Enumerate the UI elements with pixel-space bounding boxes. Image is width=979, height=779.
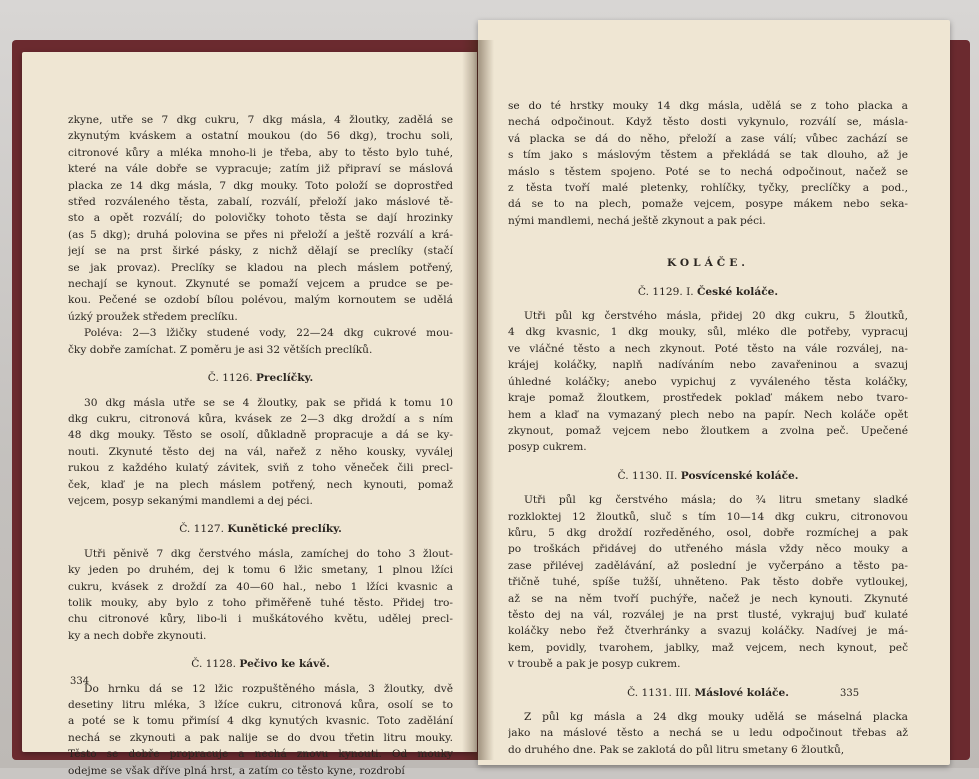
text-line: Těsto se dobře propracuje a nechá znovu kynouti. Od mouky [68, 748, 453, 761]
right-page-text [508, 98, 908, 758]
text-line: zase přilévej zadělávání, až poslední je vyčerpáno a těsto pa- [508, 559, 908, 572]
text-line: (as 5 dkg); druhá polovina se přes ni přeloží a ještě rozválí a krá- [68, 228, 453, 241]
left-paragraph-2 [68, 325, 453, 358]
right-paragraph-1 [508, 98, 908, 229]
text-line: až se na něm tvoří puchýře, načež je nech kynouti. Zkynuté [508, 592, 908, 605]
text-line: hem a klaď na vymazaný plech nebo na papír. Nech koláče opět [508, 408, 908, 421]
text-line: 30 dkg másla utře se se 4 žloutky, pak se přidá k tomu 10 [84, 396, 453, 409]
text-line: máslo s těstem spojeno. Poté se to nechá odpočinout, načež se [508, 165, 908, 178]
text-line: rozkloktej 12 žloutků, sluč s tím 10—14 dkg cukru, citronovou [508, 510, 908, 523]
recipe-number: Č. 1127. [179, 523, 224, 536]
text-line: těsto dej na vál, rozválej je na prst tlusté, vykrajuj buď kulaté [508, 608, 908, 621]
text-line: se jak provaz). Preclíky se kladou na plech máslem potřený, [68, 261, 453, 274]
text-line: placka ze 14 dkg másla, 7 dkg mouky. Toto položí se doprostřed [68, 179, 453, 192]
page-number: 334 [70, 676, 90, 687]
text-line: nechá odpočinout. Když těsto dosti vykynulo, rozválí se, másla- [508, 116, 908, 129]
recipe-title: Preclíčky. [255, 372, 314, 385]
text-line: střed rozváleného těsta, zabalí, rozválí, přeloží jako máslové tě- [68, 196, 453, 209]
text-line: nechají se kynout. Zkynuté se pomaží vejcem a prudce se pe- [68, 278, 453, 291]
text-line: zkynutým kváskem a ostatní moukou (do 56 dkg), trochu soli, [68, 130, 453, 143]
text-line: Do hrnku dá se 12 lžic rozpuštěného másla, 3 žloutky, dvě [84, 682, 453, 695]
text-line: citronové kůry a mléka mnoho-li je třeba, aby to těsto bylo tuhé, [68, 146, 453, 159]
left-paragraph-4 [68, 546, 453, 644]
text-line: v troubě a pak je posyp cukrem. [508, 658, 681, 671]
recipe-title: Kunětické preclíky. [227, 523, 342, 536]
recipe-heading-1129 [508, 284, 908, 300]
text-line: tolik mouky, aby bylo z toho přiměřeně tuhé těsto. Přidej tro- [68, 596, 453, 609]
text-line: z těsta tvoří malé pletenky, rohlíčky, tyčky, preclíčky a pod., [508, 182, 908, 195]
text-line: ček, klaď je na plech máslem potřený, nech kynouti, pomaž [68, 478, 453, 491]
text-line: Z půl kg másla a 24 dkg mouky udělá se máselná placka [524, 711, 908, 723]
text-line: cukru, kvásek z droždí za 40—60 hal., nebo 1 lžíci kvasnic a [68, 580, 453, 593]
text-line: které na vále dobře se vypracuje; zatím již připraví se máslová [68, 163, 453, 176]
text-line: třičně tuhé, spíše tužší, uhněteno. Pak těsto dobře vytloukej, [508, 576, 908, 589]
recipe-number: Č. 1128. [191, 658, 237, 671]
text-line: zkyne, utře se 7 dkg cukru, 7 dkg másla, 4 žloutky, zadělá se [68, 114, 453, 126]
text-line: do druhého dne. Pak se zaklotá do půl litru smetany 6 žloutků, [508, 743, 845, 756]
left-paragraph-1 [68, 112, 453, 325]
recipe-title: Posvícenské koláče. [680, 469, 799, 482]
recipe-heading-1126 [68, 370, 453, 386]
text-line: ve vláčné těsto a nech zkynout. Poté těsto na vále rozválej, na- [508, 342, 908, 355]
text-line: rukou z každého kulatý závitek, sviň z toho věneček čili precl- [68, 462, 453, 475]
recipe-heading-1128 [68, 656, 453, 672]
recipe-title: České koláče. [697, 285, 779, 298]
text-line: 48 dkg mouky. Těsto se osolí, důkladně propracuje a dá se ky- [68, 429, 453, 442]
text-line: dá se to na plech, pomaže vejcem, posype mákem nebo seka- [508, 198, 908, 211]
text-line: vá placka se dá do něho, přeloží a zase válí; vůbec zachází se [508, 132, 908, 145]
text-line: a poté se k tomu přimísí 4 dkg kynutých kvasnic. Toto zadělání [68, 715, 453, 728]
text-line: úhledné koláčky; anebo vypichuj z vyváleného těsta koláčky, [508, 375, 908, 388]
recipe-title: Máslové koláče. [694, 686, 789, 699]
text-line: její se na prst širké pásky, z nichž dělají se preclíky (stačí [68, 245, 453, 258]
text-line: sto a opět rozválí; do polovičky tohoto těsta se dají hrozinky [68, 212, 453, 225]
text-line: 4 dkg kvasnic, 1 dkg mouky, sůl, mléko dle potřeby, vypracuj [508, 326, 908, 339]
text-line: ky a nech dobře zkynouti. [68, 629, 207, 642]
recipe-number: Č. 1130. II. [617, 469, 678, 482]
text-line: odejme se však dříve plná hrst, a zatím co těsto kyne, rozdrobí [68, 764, 405, 777]
text-line: s tím jako s máslovým těstem a překládá se tak dlouho, až je [508, 149, 908, 162]
text-line: Utři půl kg čerstvého másla; do ¾ litru smetany sladké [524, 494, 908, 507]
recipe-number: Č. 1131. III. [627, 686, 692, 699]
text-line: úzký proužek středem preclíku. [68, 310, 238, 323]
left-page [22, 52, 477, 777]
text-line: kraje pomaž žloutkem, prostředek poklaď mákem nebo tvaro- [508, 392, 908, 405]
text-line: jako na máslové těsto a nechá se u ledu odpočinout třebas až [508, 727, 908, 740]
text-line: Poléva: 2—3 lžičky studené vody, 22—24 dkg cukrové mou- [84, 327, 453, 340]
page-number: 335 [840, 688, 860, 699]
text-line: nými mandlemi, nechá ještě zkynout a pak péci. [508, 214, 766, 227]
text-line: nechá se zkynouti a pak nalije se do dvou třetin litru mouky. [68, 731, 453, 744]
text-line: krájej koláčky, naplň nadíváním nebo zavařeninou a svazuj [508, 359, 908, 372]
book-gutter [462, 40, 494, 760]
text-line: dkg cukru, citronová kůra, kvásek ze 2—3 dkg droždí a s ním [68, 412, 453, 425]
recipe-heading-1127 [68, 521, 453, 537]
left-paragraph-5 [68, 681, 453, 779]
text-line: posyp cukrem. [508, 441, 587, 454]
text-line: se do té hrstky mouky 14 dkg másla, udělá se z toho placka a [508, 100, 908, 112]
section-title: KOLÁČE. [666, 257, 749, 270]
text-line: kůru, 5 dkg droždí rozředěného, osol, dobře rozmíchej a pak [508, 526, 908, 539]
left-paragraph-3 [68, 395, 453, 510]
text-line: vejcem, posyp sekanými mandlemi a dej péci. [68, 494, 313, 507]
text-line: ky jeden po druhém, dej k tomu 6 lžic smetany, 1 plnou lžíci [68, 564, 453, 577]
text-line: zkynout, pomaž vejcem nebo žloutkem a zvolna peč. Upečené [508, 424, 908, 437]
text-line: po troškách přidávej do utřeného másla vždy něco mouky a [508, 543, 908, 556]
text-line: čky dobře zamíchat. Z poměru je asi 32 větších preclíků. [68, 343, 373, 356]
recipe-number: Č. 1126. [207, 372, 253, 385]
right-page [478, 20, 950, 765]
left-page-text [68, 112, 453, 779]
right-paragraph-2 [508, 308, 908, 456]
right-paragraph-3 [508, 492, 908, 672]
recipe-title: Pečivo ke kávě. [239, 658, 330, 671]
text-line: Utři pěnivě 7 dkg čerstvého másla, zamíchej do toho 3 žlout- [84, 547, 453, 560]
text-line: nouti. Zkynuté těsto dej na vál, nařež z něho kousky, vyválej [68, 445, 453, 458]
text-line: desetiny litru mléka, 3 lžíce cukru, citronová kůra, osolí se to [68, 699, 453, 711]
text-line: chu citronové kůry, libo-li i muškátového květu, udělej precl- [68, 613, 453, 626]
text-line: kem, povidly, tvarohem, jablky, maž vejcem, nech kynout, peč [508, 641, 908, 654]
recipe-number: Č. 1129. I. [637, 285, 694, 298]
recipe-heading-1130 [508, 468, 908, 484]
text-line: Utři půl kg čerstvého másla, přidej 20 dkg cukru, 5 žloutků, [524, 310, 908, 323]
right-paragraph-4 [508, 709, 908, 758]
text-line: kou. Pečené se ozdobí bílou polévou, malým kornoutem se udělá [68, 294, 453, 307]
text-line: koláčky nebo řež čtverhránky a svazuj koláčky. Nadívej je má- [508, 625, 908, 638]
